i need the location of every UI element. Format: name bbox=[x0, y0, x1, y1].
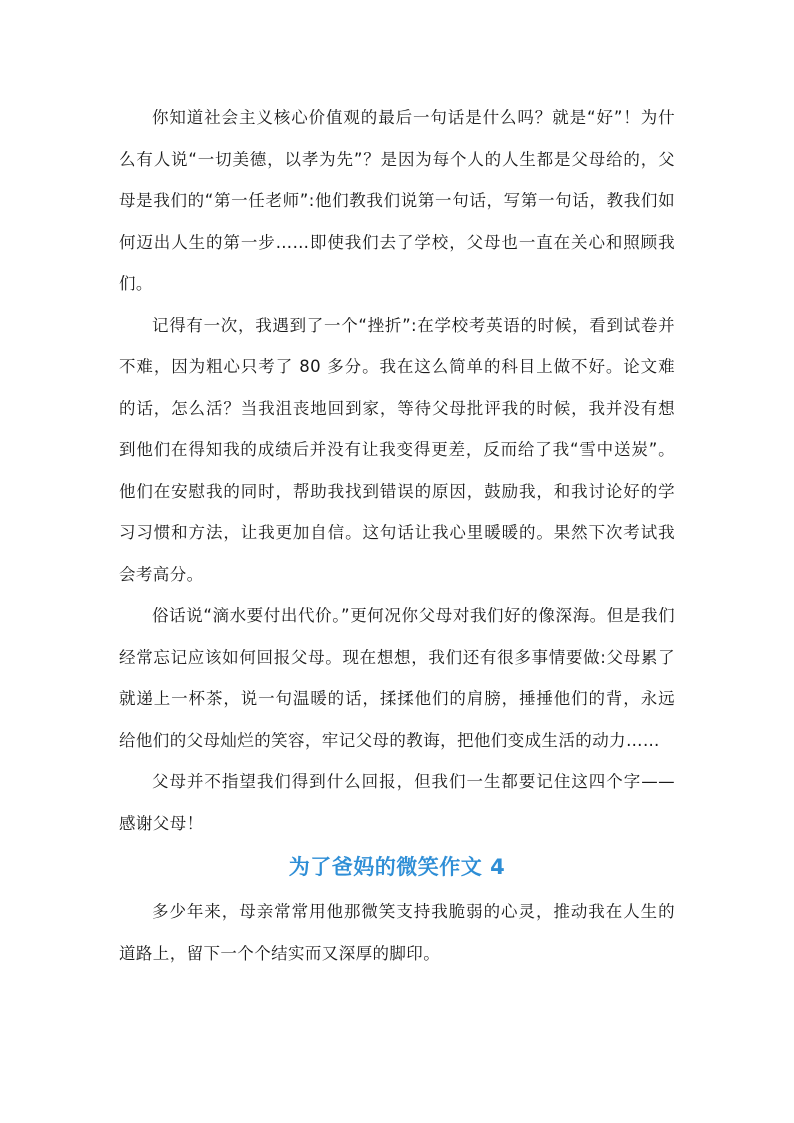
paragraph-1: 你知道社会主义核心价值观的最后一句话是什么吗？就是“好”！为什么有人说“一切美德，以孝为先”？是因为每个人的人生都是父母给的，父母是我们的“第一任老师”:他们教我们说第一句话，写第一句话，教我们如何迈出人生的第一步……即使我们去了学校，父母也一直在关心和照顾我们。 bbox=[119, 108, 675, 293]
paragraph-3: 俗话说“滴水要付出代价。”更何况你父母对我们好的像深海。但是我们经常忘记应该如何回报父母。现在想想，我们还有很多事情要做:父母累了就递上一杯茶，说一句温暖的话，揉揉他们的肩膀，捶捶他们的背，永远给他们的父母灿烂的笑容，牢记父母的教诲，把他们变成生活的动力…… bbox=[119, 606, 675, 750]
paragraph-5: 多少年来，母亲常常用他那微笑支持我脆弱的心灵，推动我在人生的道路上，留下一个个结实而又深厚的脚印。 bbox=[119, 902, 675, 963]
paragraph-4: 父母并不指望我们得到什么回报，但我们一生都要记住这四个字——感谢父母！ bbox=[119, 772, 675, 833]
document-body bbox=[119, 97, 675, 974]
paragraph-2: 记得有一次，我遇到了一个“挫折”:在学校考英语的时候，看到试卷并不难，因为粗心只考了 80 多分。我在这么简单的科目上做不好。论文难的话，怎么活？当我沮丧地回到家，等待父母批评我的时候，我并没有想到他们在得知我的成绩后并没有让我变得更差，反而给了我“雪中送炭”。他们在安慰我的同时，帮助我找到错误的原因，鼓励我，和我讨论好的学习习惯和方法，让我更加自信。这句话让我心里暖暖的。果然下次考试我会考高分。 bbox=[119, 315, 675, 584]
section-heading: 为了爸妈的微笑作文 4 bbox=[288, 855, 506, 879]
